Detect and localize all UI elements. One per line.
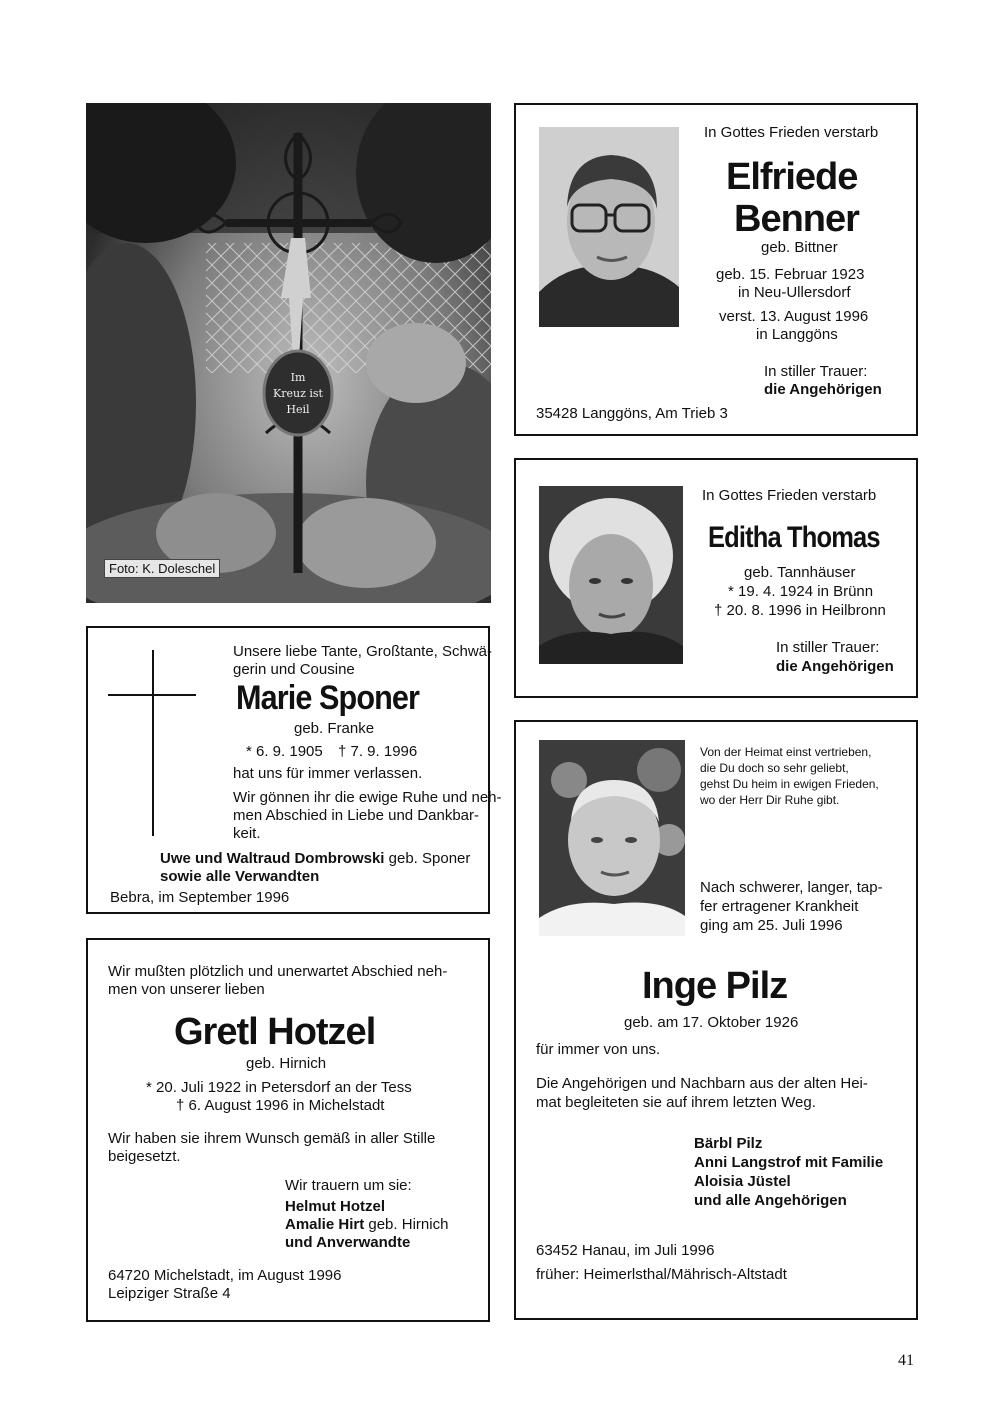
pilz-poem-line4: wo der Herr Dir Ruhe gibt. — [700, 793, 840, 807]
pilz-text4-line1: Die Angehörigen und Nachbarn aus der alten Hei- — [536, 1075, 868, 1092]
hotzel-mourning: Wir trauern um sie: — [285, 1177, 412, 1194]
sponer-text2-line2: men Abschied in Liebe und Dankbar- — [233, 807, 479, 824]
sponer-signature1-rest: geb. Sponer — [384, 850, 471, 867]
pilz-text-line1: Nach schwerer, langer, tap- — [700, 879, 883, 896]
hotzel-name: Gretl Hotzel — [174, 1011, 376, 1053]
hotzel-signature2-rest: geb. Hirnich — [364, 1216, 449, 1233]
benner-died-place: in Langgöns — [756, 326, 838, 343]
hotzel-maiden: geb. Hirnich — [246, 1055, 327, 1072]
pilz-text-line3: ging am 25. Juli 1996 — [700, 917, 843, 934]
pilz-text4-line2: mat begleiteten sie auf ihrem letzten Weg. — [536, 1094, 816, 1111]
cross-symbol — [152, 650, 154, 836]
svg-text:Heil: Heil — [286, 403, 310, 416]
portrait-pilz — [539, 740, 685, 936]
benner-address: 35428 Langgöns, Am Trieb 3 — [536, 405, 728, 422]
pilz-address2: früher: Heimerlsthal/Mährisch-Altstadt — [536, 1266, 787, 1283]
pilz-poem-line2: die Du doch so sehr geliebt, — [700, 761, 849, 775]
sponer-signature1-bold: Uwe und Waltraud Dombrowski — [160, 850, 385, 867]
hotzel-address1: 64720 Michelstadt, im August 1996 — [108, 1267, 342, 1284]
portrait-thomas-image — [539, 486, 683, 664]
hotzel-intro-line2: men von unserer lieben — [108, 981, 265, 998]
hotzel-signature3: und Anverwandte — [285, 1234, 411, 1251]
sponer-text2-line1: Wir gönnen ihr die ewige Ruhe und neh- — [233, 789, 502, 806]
benner-maiden: geb. Bittner — [761, 239, 838, 256]
obituary-thomas — [514, 458, 918, 698]
page-number: 41 — [898, 1352, 914, 1369]
benner-relatives: die Angehörigen — [764, 381, 882, 398]
sponer-text1: hat uns für immer verlassen. — [233, 765, 423, 782]
pilz-forever: für immer von uns. — [536, 1041, 661, 1058]
pilz-signature2: Anni Langstrof mit Familie — [694, 1154, 884, 1171]
portrait-benner — [539, 127, 679, 327]
pilz-name: Inge Pilz — [642, 965, 788, 1007]
benner-born-place: in Neu-Ullersdorf — [738, 284, 851, 301]
hotzel-intro-line1: Wir mußten plötzlich und unerwartet Abschied neh- — [108, 963, 448, 980]
hotzel-signature2-bold: Amalie Hirt — [285, 1216, 365, 1233]
sponer-died: † 7. 9. 1996 — [338, 743, 418, 760]
benner-name-line1: Elfriede — [726, 156, 858, 198]
sponer-intro-line2: gerin und Cousine — [233, 661, 355, 678]
portrait-thomas — [539, 486, 683, 664]
photo-caption: Foto: K. Doleschel — [104, 559, 220, 578]
pilz-poem-line1: Von der Heimat einst vertrieben, — [700, 745, 872, 759]
pilz-address1: 63452 Hanau, im Juli 1996 — [536, 1242, 715, 1259]
portrait-benner-image — [539, 127, 679, 327]
benner-born: geb. 15. Februar 1923 — [716, 266, 865, 283]
svg-text:Im: Im — [290, 371, 306, 384]
sponer-text2-line3: keit. — [233, 825, 261, 842]
hotzel-text-line2: beigesetzt. — [108, 1148, 181, 1165]
sponer-born: * 6. 9. 1905 — [246, 743, 323, 760]
benner-name-line2: Benner — [734, 198, 859, 240]
hotzel-died: † 6. August 1996 in Michelstadt — [176, 1097, 385, 1114]
obituary-sponer — [86, 626, 502, 914]
thomas-mourning: In stiller Trauer: — [776, 639, 880, 656]
sponer-maiden: geb. Franke — [294, 720, 375, 737]
thomas-maiden: geb. Tannhäuser — [744, 564, 856, 581]
grave-cross-photo — [86, 103, 491, 603]
benner-mourning: In stiller Trauer: — [764, 363, 868, 380]
thomas-died: † 20. 8. 1996 in Heilbronn — [714, 602, 886, 619]
sponer-signature2: sowie alle Verwandten — [160, 868, 320, 885]
sponer-name: Marie Sponer — [236, 679, 420, 717]
hotzel-address2: Leipziger Straße 4 — [108, 1285, 231, 1302]
thomas-relatives: die Angehörigen — [776, 658, 894, 675]
pilz-signature4: und alle Angehörigen — [694, 1192, 847, 1209]
thomas-intro: In Gottes Frieden verstarb — [702, 487, 877, 504]
hotzel-signature1: Helmut Hotzel — [285, 1198, 386, 1215]
sponer-intro-line1: Unsere liebe Tante, Großtante, Schwä- — [233, 643, 493, 660]
pilz-signature1: Bärbl Pilz — [694, 1135, 763, 1152]
obituary-hotzel — [86, 938, 490, 1322]
cross-symbol-bar — [108, 694, 196, 696]
hotzel-born: * 20. Juli 1922 in Petersdorf an der Tess — [146, 1079, 412, 1096]
pilz-poem-line3: gehst Du heim in ewigen Frieden, — [700, 777, 879, 791]
hotzel-signature2 — [285, 1215, 448, 1234]
portrait-pilz-image — [539, 740, 685, 936]
benner-intro: In Gottes Frieden verstarb — [704, 124, 879, 141]
pilz-text-line2: fer ertragener Krankheit — [700, 898, 859, 915]
sponer-place: Bebra, im September 1996 — [110, 889, 290, 906]
pilz-signature3: Aloisia Jüstel — [694, 1173, 791, 1190]
obituary-pilz — [514, 720, 918, 1320]
svg-text:Kreuz ist: Kreuz ist — [273, 387, 323, 400]
thomas-born: * 19. 4. 1924 in Brünn — [728, 583, 874, 600]
hotzel-text-line1: Wir haben sie ihrem Wunsch gemäß in aller Stille — [108, 1130, 436, 1147]
sponer-signature1 — [160, 849, 470, 868]
obituary-benner — [514, 103, 918, 436]
grave-cross-illustration — [86, 103, 491, 603]
benner-died: verst. 13. August 1996 — [719, 308, 869, 325]
thomas-name: Editha Thomas — [708, 521, 880, 554]
pilz-born: geb. am 17. Oktober 1926 — [624, 1014, 799, 1031]
